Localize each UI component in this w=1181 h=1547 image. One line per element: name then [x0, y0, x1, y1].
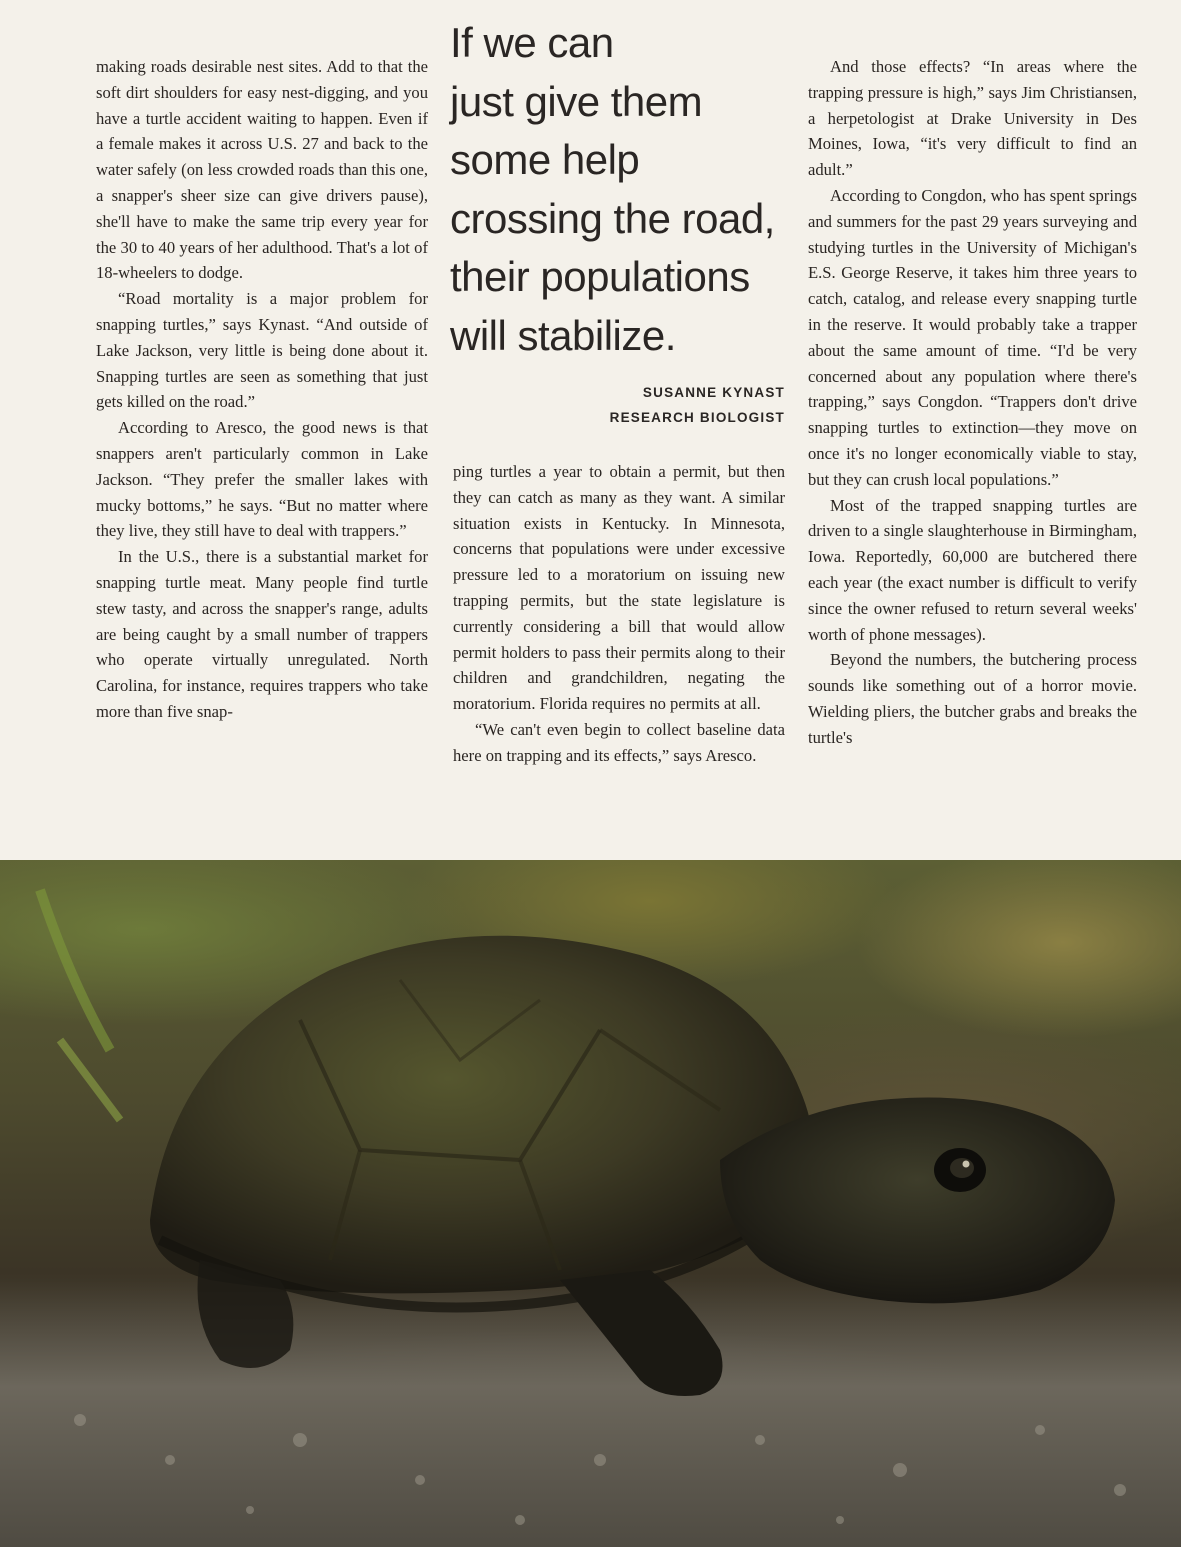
paragraph: According to Aresco, the good news is that snappers aren't particularly common in Lake Jackson. “They prefer the smaller lakes with mucky bottoms,” he says. “But no matter where they live, they still have to deal with trappers.”: [96, 418, 428, 541]
attribution-title: RESEARCH BIOLOGIST: [609, 410, 785, 425]
pull-quote-line: some help: [450, 136, 640, 183]
paragraph: In the U.S., there is a substantial market for snapping turtle meat. Many people find turtle stew tasty, and across the snapper's range, adults are being caught by a small number of trappers who operate virtually unregulated. North Carolina, for instance, requires trappers who take more than five snap-: [96, 547, 428, 721]
paragraph: ping turtles a year to obtain a permit, but then they can catch as many as they want. A similar situation exists in Kentucky. In Minnesota, concerns that populations were under excessive pressure led to a moratorium on issuing new trapping permits, but the state legislature is currently considering a bill that would allow permit holders to pass their permits along to their children and grandchildren, negating the moratorium. Florida requires no permits at all.: [453, 462, 785, 714]
article-column-1: [96, 54, 428, 725]
article-column-2: [453, 459, 785, 769]
snapping-turtle-photo: [0, 860, 1181, 1547]
pull-quote-line: will stabilize.: [450, 311, 676, 359]
paragraph: According to Congdon, who has spent springs and summers for the past 29 years surveying and studying turtles in the University of Michigan's E.S. George Reserve, it takes him three years to catch, catalog, and release every snapping turtle in the reserve. It would probably take a trapper about the same amount of time. “I'd be very concerned about any population where there's trapping,” says Congdon. “Trappers don't drive snapping turtles to extinction—they move on once it's no longer economically viable to stay, but they can crush local populations.”: [808, 185, 1137, 489]
paragraph: Beyond the numbers, the butchering process sounds like something out of a horror movie. Wielding pliers, the butcher grabs and breaks the turtle's: [808, 650, 1137, 747]
paragraph: “Road mortality is a major problem for snapping turtles,” says Kynast. “And outside of Lake Jackson, very little is being done about it. Snapping turtles are seen as something that just gets killed on the road.”: [96, 289, 428, 412]
paragraph: Most of the trapped snapping turtles are driven to a single slaughterhouse in Birmingham, Iowa. Reportedly, 60,000 are butchered there each year (the exact number is difficult to verify since the owner refused to return several weeks' worth of phone messages).: [808, 495, 1137, 644]
article-column-3: [808, 54, 1137, 751]
paragraph: “We can't even begin to collect baseline data here on trapping and its effects,” says Aresco.: [453, 719, 785, 765]
attribution-name: SUSANNE KYNAST: [642, 385, 785, 400]
pull-quote-attribution: [540, 380, 785, 430]
pull-quote: [450, 14, 795, 365]
turtle-illustration: [0, 860, 1181, 1547]
pull-quote-line: their populations: [450, 253, 750, 300]
pull-quote-line: If we can: [450, 19, 614, 66]
pull-quote-line: crossing the road,: [450, 194, 775, 242]
pull-quote-line: just give them: [450, 77, 703, 125]
paragraph: And those effects? “In areas where the trapping pressure is high,” says Jim Christiansen, a herpetologist at Drake University in Des Moines, Iowa, “it's very difficult to find an adult.”: [808, 57, 1137, 180]
paragraph: making roads desirable nest sites. Add to that the soft dirt shoulders for easy nest-digging, and you have a turtle accident waiting to happen. Even if a female makes it across U.S. 27 and back to the water safely (on less crowded roads than this one, a snapper's sheer size can give drivers pause), she'll have to make the same trip every year for the 30 to 40 years of her adulthood. That's a lot of 18-wheelers to dodge.: [96, 57, 428, 283]
